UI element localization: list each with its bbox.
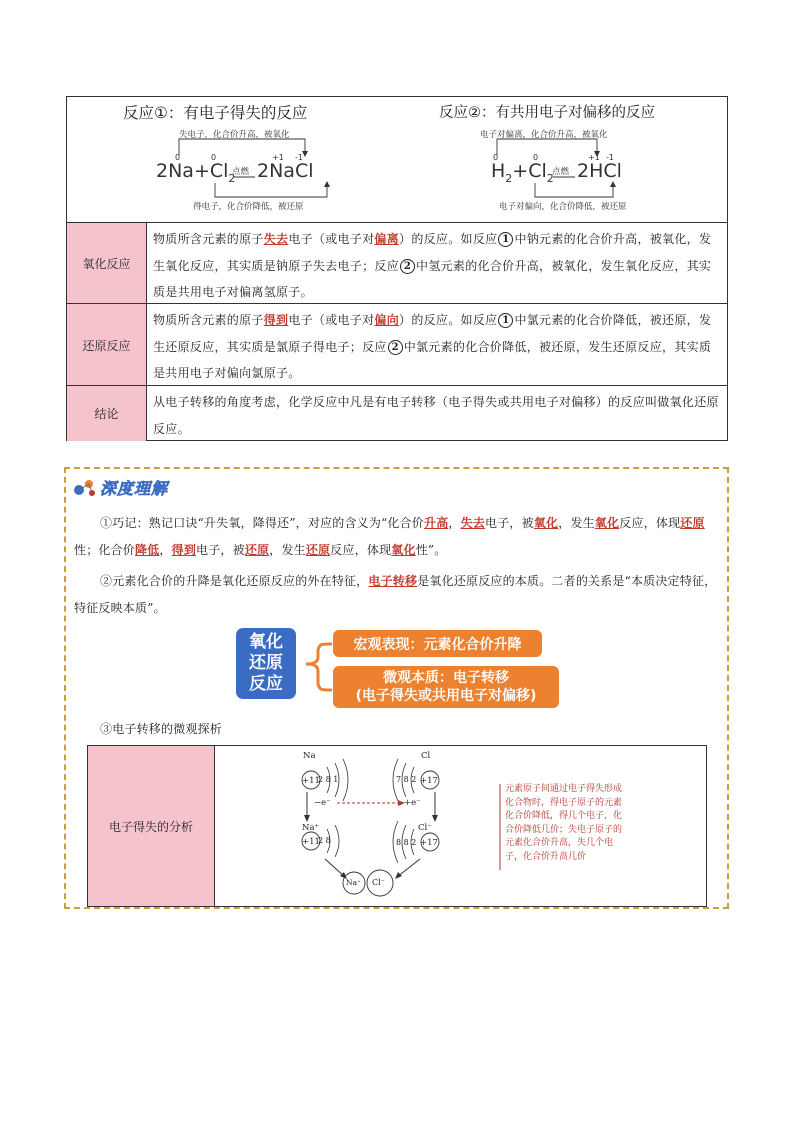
gain-electron-label: +e⁻ — [404, 798, 421, 808]
reaction2-title: 反应②：有共用电子对偏移的反应 — [439, 105, 655, 121]
reaction2-reduction-label: 电子对偏向，化合价降低，被还原 — [499, 202, 627, 212]
reaction2-equation: $H_2+Cl_2$ — [491, 160, 554, 185]
deep-understanding-banner — [72, 476, 196, 498]
electron-transfer-note: 元素原子间通过电子得失形成化合物时，得电子原子的元素化合价降低，得几个电子，化合价降低几价；失电子原子的元素化合价升高，失几个电子，化合价升高几价 — [505, 784, 623, 862]
reaction1-reduction-label: 得电子，化合价降低，被还原 — [193, 202, 304, 212]
lose-electron-label: −e⁻ — [314, 798, 331, 808]
micro-essence-box: 微观本质：电子转移 (电子得失或共用电子对偏移) — [333, 666, 559, 708]
reaction1-equation: $2Na+Cl_2$ — [156, 160, 236, 185]
row-reduction — [67, 303, 727, 386]
reaction2-oxidation-label: 电子对偏离，化合价升高，被氧化 — [480, 130, 608, 140]
redox-table: 反应①：有电子得失的反应 反应②：有共用电子对偏移的反应 失电子，化合价升高，被氧化 0 0 +1 -1 $2Na+Cl_2$ 点燃 2NaCl 得电子，化合价降低，被还原 电子对偏离，化合价升高，被氧化 0 0 +1 -1 $H_2+Cl_2$ 点燃 2HCl 电子对偏向，化合价降低，被还原 氧化反应 物质所含元素的原子失去电子（或电子对偏离）的反应。如反应 1 中钠元素的化合价升高，被氧化，发生氧化反应，其实质是钠原子失去电子；反应 2 中氢元素的化合价升高，被氧化，发生氧化反应，其实质是共用电子对偏离氢原子。 还原反应 物质所含元素的原子得到电子（或电子对偏向）的反应。如反应 1 中氯元素的化合价降低，被还原，发生还原反应，其实质是氯原子得电子；反应 2 中氯元素的化合价降低，被还原，发生还原反应，其实质是共用电子对偏向氯原子。 结论 从电子转移的角度考虑，化学反应中凡是有电子转移（电子得失或共用电子对偏移）的反应叫做氧化还原反应。 — [66, 96, 728, 441]
reaction1-title: 反应①：有电子得失的反应 — [123, 104, 308, 122]
row-text: 从电子转移的角度考虑，化学反应中凡是有电子转移（电子得失或共用电子对偏移）的反应叫做氧化还原反应。 — [153, 395, 719, 436]
mnemonic-paragraph: ①巧记：熟记口诀“升失氧，降得还”，对应的含义为“化合价升高，失去电子，被氧化，发生氧化反应，体现还原性；化合价降低，得到电子，被还原，发生还原反应，体现氧化性”。 — [74, 516, 705, 557]
reaction1-product: 2NaCl — [257, 160, 314, 182]
row-label: 结论 — [67, 386, 147, 441]
row-text: 物质所含元素的原子得到电子（或电子对偏向）的反应。如反应 1 中氯元素的化合价降低，被还原，发生还原反应，其实质是氯原子得电子；反应 2 中氯元素的化合价降低，被还原，发生还原反应，其实质是共用电子对偏向氯原子。 — [153, 313, 712, 380]
molecule-icon — [72, 476, 100, 498]
reaction1-condition: 点燃 — [232, 167, 250, 177]
reaction2-product: 2HCl — [577, 160, 622, 182]
essence-paragraph: ②元素化合价的升降是氧化还原反应的外在特征，电子转移是氧化还原反应的本质。二者的关系是“本质决定特征，特征反映本质”。 — [74, 574, 717, 615]
reaction1-oxidation-label: 失电子，化合价升高，被氧化 — [179, 130, 290, 140]
row-label: 氧化反应 — [67, 223, 147, 304]
row-conclusion — [67, 385, 727, 441]
micro-analysis-heading: ③电子转移的微观探析 — [100, 722, 223, 736]
reaction2-condition: 点燃 — [552, 167, 570, 177]
row-text: 物质所含元素的原子失去电子（或电子对偏离）的反应。如反应 1 中钠元素的化合价升高，被氧化，发生氧化反应，其实质是钠原子失去电子；反应 2 中氢元素的化合价升高，被氧化，发生氧化反应，其实质是共用电子对偏离氢原子。 — [153, 232, 712, 299]
banner-text: 深度理解 — [100, 479, 169, 498]
redox-concept-box: 氧化 还原 反应 — [236, 628, 296, 699]
macro-feature-box: 宏观表现：元素化合价升降 — [333, 630, 542, 657]
row-label: 电子得失的分析 — [88, 746, 215, 906]
bracket-icon — [496, 782, 504, 872]
row-oxidation — [67, 222, 727, 304]
row-label: 还原反应 — [67, 304, 147, 386]
brace-icon — [298, 628, 338, 700]
